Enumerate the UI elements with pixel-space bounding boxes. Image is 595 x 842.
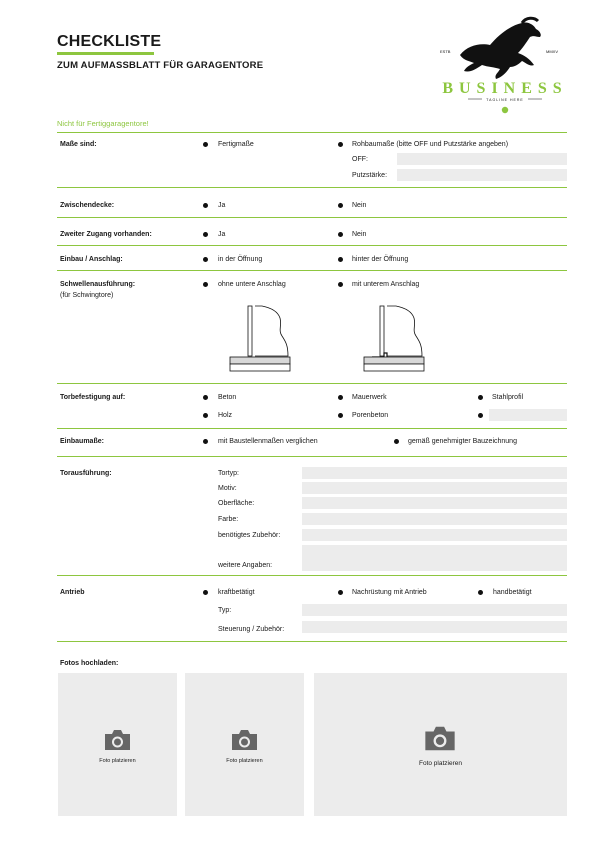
- zwischen-opt-nein: Nein: [352, 202, 367, 209]
- divider: [57, 217, 567, 218]
- divider: [57, 575, 567, 576]
- befestigung-radio-beton[interactable]: [203, 395, 208, 400]
- einbau-opt-hinter: hinter der Öffnung: [352, 256, 409, 263]
- befestigung-radio-mauerwerk[interactable]: [338, 395, 343, 400]
- schwelle-radio-ohne[interactable]: [203, 282, 208, 287]
- einbaumasse-opt-zeichnung: gemäß genehmigter Bauzeichnung: [408, 438, 517, 445]
- antrieb-radio-nachruest[interactable]: [338, 590, 343, 595]
- antrieb-radio-kraft[interactable]: [203, 590, 208, 595]
- putz-label: Putzstärke:: [352, 172, 388, 179]
- antrieb-typ-label: Typ:: [218, 607, 232, 614]
- zubehoer-label: benötigtes Zubehör:: [218, 532, 281, 539]
- oberflaeche-label: Oberfläche:: [218, 500, 255, 507]
- title-underline: [57, 52, 154, 55]
- camera-icon: [230, 729, 259, 751]
- befestigung-radio-poren[interactable]: [338, 413, 343, 418]
- photo-placeholder-text: Foto platzieren: [226, 758, 263, 764]
- befestigung-radio-stahl[interactable]: [478, 395, 483, 400]
- einbaumasse-radio-baustelle[interactable]: [203, 439, 208, 444]
- zubehoer-field[interactable]: [302, 529, 567, 541]
- horse-icon: [460, 22, 541, 79]
- schwelle-label: Schwellenausführung:: [60, 281, 136, 288]
- zwischen-label: Zwischendecke:: [60, 202, 115, 209]
- tortyp-field[interactable]: [302, 467, 567, 479]
- zugang-opt-nein: Nein: [352, 231, 367, 238]
- camera-icon: [423, 725, 457, 752]
- befestigung-opt-poren: Porenbeton: [352, 412, 389, 419]
- befestigung-opt-mauerwerk: Mauerwerk: [352, 394, 387, 401]
- befestigung-opt-stahl: Stahlprofil: [492, 394, 524, 401]
- masse-radio-fertig[interactable]: [203, 142, 208, 147]
- einbau-radio-hinter[interactable]: [338, 257, 343, 262]
- einbaumasse-radio-zeichnung[interactable]: [394, 439, 399, 444]
- einbau-label: Einbau / Anschlag:: [60, 256, 123, 263]
- photo-placeholder-text: Foto platzieren: [419, 760, 462, 767]
- tortyp-label: Tortyp:: [218, 470, 240, 477]
- divider: [57, 428, 567, 429]
- einbau-opt-in: in der Öffnung: [218, 256, 263, 263]
- befestigung-radio-other[interactable]: [478, 413, 483, 418]
- befestigung-opt-beton: Beton: [218, 394, 237, 401]
- zugang-opt-ja: Ja: [218, 231, 226, 238]
- threshold-diagram-without: [228, 300, 294, 376]
- divider: [57, 270, 567, 271]
- schwelle-radio-mit[interactable]: [338, 282, 343, 287]
- photo-upload-3[interactable]: [314, 673, 567, 816]
- befestigung-radio-holz[interactable]: [203, 413, 208, 418]
- befestigung-other-field[interactable]: [489, 409, 567, 421]
- befestigung-label: Torbefestigung auf:: [60, 394, 126, 401]
- threshold-diagram-with: [362, 300, 432, 376]
- business-logo: [430, 15, 580, 120]
- camera-icon: [103, 729, 132, 751]
- logo-tagline: TAGLINE HERE: [486, 98, 524, 102]
- farbe-field[interactable]: [302, 513, 567, 525]
- divider: [57, 245, 567, 246]
- einbaumasse-label: Einbaumaße:: [60, 438, 104, 445]
- zugang-radio-nein[interactable]: [338, 232, 343, 237]
- divider: [57, 132, 567, 133]
- warning-note: Nicht für Fertiggaragentore!: [57, 119, 149, 128]
- logo-year: MMXV: [546, 49, 558, 54]
- photos-label: Fotos hochladen:: [60, 660, 119, 667]
- page-title: CHECKLISTE: [57, 33, 162, 50]
- oberflaeche-field[interactable]: [302, 497, 567, 509]
- zwischen-radio-ja[interactable]: [203, 203, 208, 208]
- antrieb-label: Antrieb: [60, 589, 85, 596]
- schwelle-opt-ohne: ohne untere Anschlag: [218, 281, 286, 288]
- zugang-label: Zweiter Zugang vorhanden:: [60, 231, 152, 238]
- zwischen-opt-ja: Ja: [218, 202, 226, 209]
- zugang-radio-ja[interactable]: [203, 232, 208, 237]
- schwelle-opt-mit: mit unterem Anschlag: [352, 281, 420, 288]
- weitere-field[interactable]: [302, 545, 567, 571]
- photo-placeholder-text: Foto platzieren: [99, 758, 136, 764]
- photo-upload-2[interactable]: [185, 673, 304, 816]
- masse-opt-roh: Rohbaumaße (bitte OFF und Putzstärke angeben): [352, 141, 509, 148]
- divider: [57, 383, 567, 384]
- off-label: OFF:: [352, 156, 368, 163]
- masse-radio-roh[interactable]: [338, 142, 343, 147]
- divider: [57, 187, 567, 188]
- off-field[interactable]: [397, 153, 567, 165]
- masse-label: Maße sind:: [60, 141, 97, 148]
- photo-upload-1[interactable]: [58, 673, 177, 816]
- steuerung-field[interactable]: [302, 621, 567, 633]
- page-subtitle: ZUM AUFMASSBLATT FÜR GARAGENTORE: [57, 60, 264, 71]
- motiv-label: Motiv:: [218, 485, 237, 492]
- logo-brand: BUSINESS: [442, 80, 568, 97]
- einbau-radio-in[interactable]: [203, 257, 208, 262]
- antrieb-radio-hand[interactable]: [478, 590, 483, 595]
- putz-field[interactable]: [397, 169, 567, 181]
- torausf-label: Torausführung:: [60, 470, 112, 477]
- einbaumasse-opt-baustelle: mit Baustellenmaßen verglichen: [218, 438, 318, 445]
- masse-opt-fertig: Fertigmaße: [218, 141, 254, 148]
- antrieb-opt-hand: handbetätigt: [493, 589, 532, 596]
- divider: [57, 641, 567, 642]
- schwelle-sublabel: (für Schwingtore): [60, 292, 114, 299]
- steuerung-label: Steuerung / Zubehör:: [218, 626, 285, 633]
- logo-estb: ESTB: [440, 49, 451, 54]
- befestigung-opt-holz: Holz: [218, 412, 233, 419]
- weitere-label: weitere Angaben:: [218, 562, 273, 569]
- divider: [57, 456, 567, 457]
- motiv-field[interactable]: [302, 482, 567, 494]
- zwischen-radio-nein[interactable]: [338, 203, 343, 208]
- logo-badge-icon: [502, 107, 508, 113]
- farbe-label: Farbe:: [218, 516, 239, 523]
- antrieb-opt-nachruest: Nachrüstung mit Antrieb: [352, 589, 427, 596]
- antrieb-typ-field[interactable]: [302, 604, 567, 616]
- antrieb-opt-kraft: kraftbetätigt: [218, 589, 255, 596]
